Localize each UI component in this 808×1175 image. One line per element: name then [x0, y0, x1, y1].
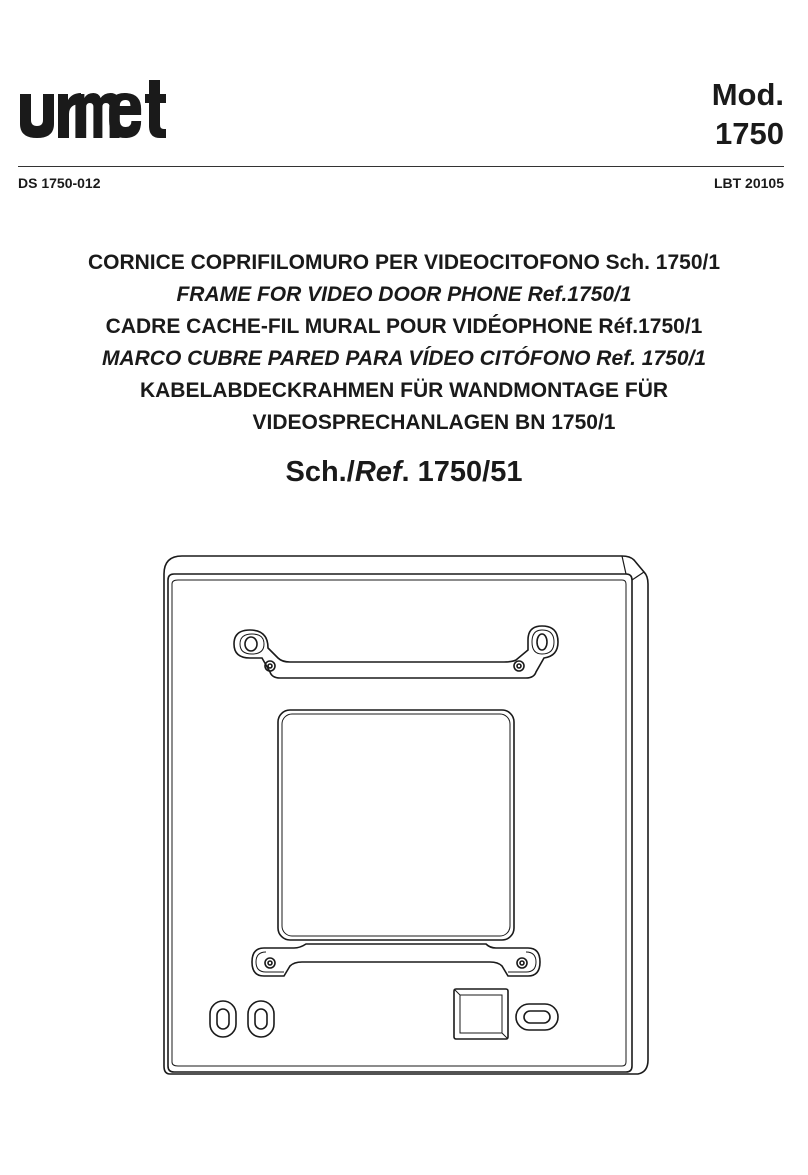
square-cutout — [454, 989, 508, 1039]
slot-left-2 — [248, 1001, 274, 1037]
header-divider — [18, 166, 784, 167]
model-label: Mod. — [711, 77, 784, 112]
product-titles — [0, 247, 808, 439]
central-opening — [278, 710, 514, 940]
urmet-logo — [18, 76, 168, 142]
top-bracket — [234, 626, 558, 678]
slot-right — [516, 1004, 558, 1030]
frame-drawing — [160, 552, 650, 1082]
lbt-code: LBT 20105 — [713, 175, 784, 191]
ref-ref: Ref — [354, 456, 402, 488]
ref-number: . 1750/51 — [401, 456, 523, 488]
title-english: FRAME FOR VIDEO DOOR PHONE Ref.1750/1 — [176, 283, 632, 306]
slot-left-1 — [210, 1001, 236, 1037]
title-italian: CORNICE COPRIFILOMURO PER VIDEOCITOFONO Sch. 1750/1 — [87, 251, 721, 274]
frame-front — [168, 574, 632, 1072]
title-german-line2: VIDEOSPRECHANLAGEN BN 1750/1 — [252, 411, 616, 434]
title-spanish: MARCO CUBRE PARED PARA VÍDEO CITÓFONO Ref. 1750/1 — [101, 347, 707, 370]
model-block — [712, 76, 784, 154]
bottom-bracket — [252, 944, 540, 976]
model-number: 1750 — [715, 115, 784, 151]
title-french: CADRE CACHE-FIL MURAL POUR VIDÉOPHONE Réf.1750/1 — [105, 315, 703, 338]
reference-line — [0, 456, 808, 489]
doc-code: DS 1750-012 — [18, 175, 101, 191]
ref-sch: Sch./ — [285, 456, 355, 488]
frame-inner-edge — [172, 580, 626, 1066]
title-german-line1: KABELABDECKRAHMEN FÜR WANDMONTAGE FÜR — [139, 379, 669, 402]
